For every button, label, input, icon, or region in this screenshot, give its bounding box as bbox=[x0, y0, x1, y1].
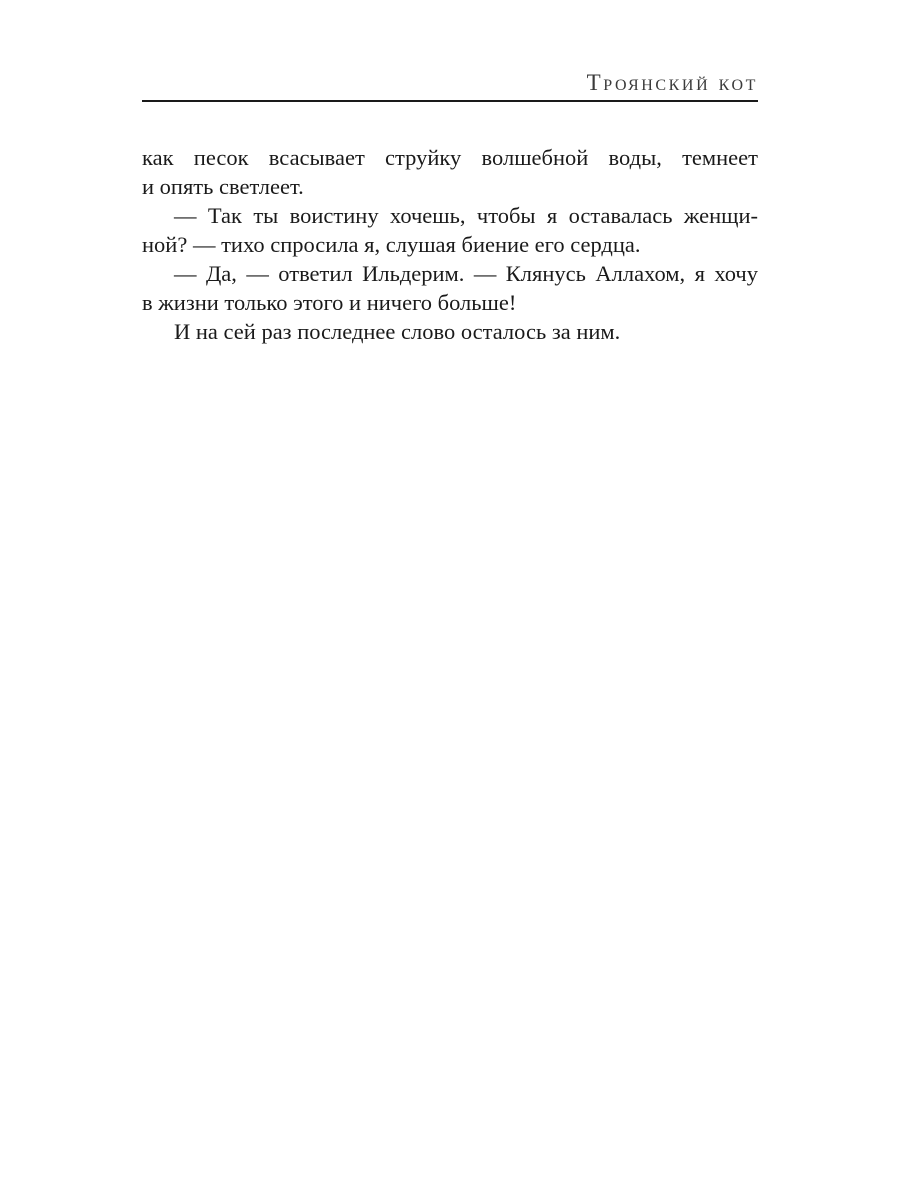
paragraph bbox=[142, 259, 758, 317]
paragraph bbox=[142, 317, 758, 346]
running-head bbox=[142, 66, 758, 102]
text-line: как песок всасывает струйку волшебной воды, темнеет bbox=[142, 145, 758, 170]
text-line: и опять светлеет. bbox=[142, 174, 304, 199]
text-line: — Так ты воистину хочешь, чтобы я оставалась женщи- bbox=[174, 203, 758, 228]
page-body bbox=[142, 143, 758, 346]
text-line: И на сей раз последнее слово осталось за ним. bbox=[174, 319, 621, 344]
text-line: в жизни только этого и ничего больше! bbox=[142, 290, 517, 315]
running-title: Троянский кот bbox=[586, 70, 758, 95]
text-line: ной? — тихо спросила я, слушая биение его сердца. bbox=[142, 232, 641, 257]
header-rule bbox=[142, 100, 758, 102]
text-line: — Да, — ответил Ильдерим. — Клянусь Аллахом, я хочу bbox=[174, 261, 758, 286]
paragraph bbox=[142, 201, 758, 259]
paragraph bbox=[142, 143, 758, 201]
